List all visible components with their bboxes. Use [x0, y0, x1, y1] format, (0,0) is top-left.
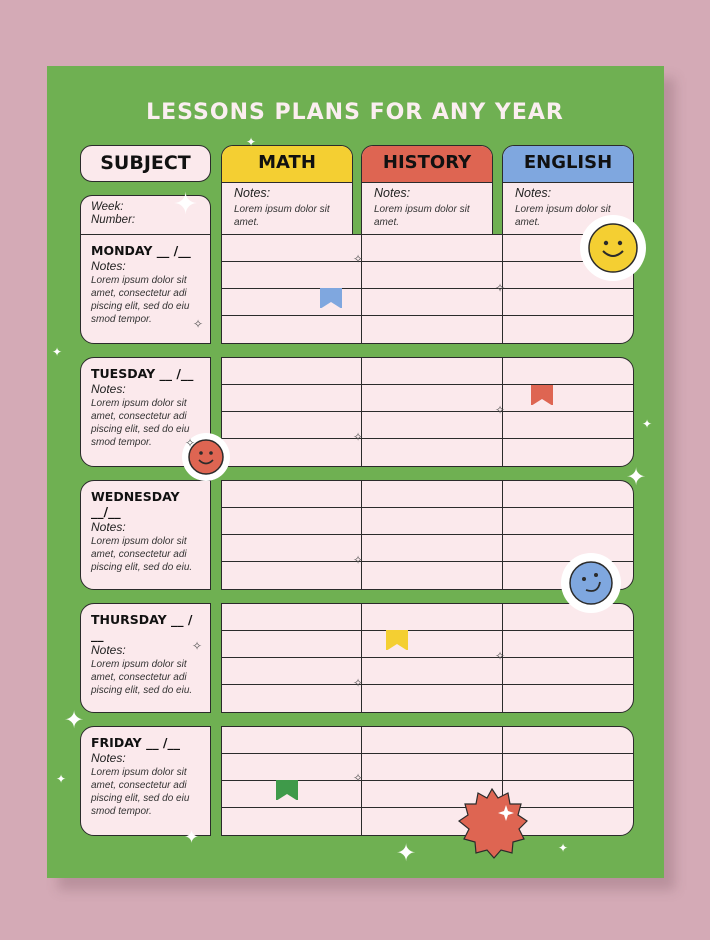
- sparkle-icon: ✦: [173, 188, 199, 221]
- sparkle-icon: ✧: [495, 281, 506, 295]
- page-title: LESSONS PLANS FOR ANY YEAR: [146, 100, 564, 125]
- ribbon-flag-icon: [276, 780, 298, 800]
- sparkle-icon: ✦: [642, 417, 653, 431]
- schedule-grid-thursday[interactable]: [221, 603, 634, 713]
- day-notes-text[interactable]: Lorem ipsum dolor sit amet, consectetur adi piscing elit, sed do eiu.: [91, 659, 193, 696]
- sparkle-icon: ✦: [52, 345, 63, 359]
- schedule-grid-monday[interactable]: [221, 234, 634, 344]
- day-name: THURSDAY __ / __: [91, 612, 193, 642]
- sun-badge-icon: [456, 787, 528, 859]
- subject-notes-label: Notes:: [515, 186, 552, 200]
- sparkle-icon: ✧: [353, 252, 364, 266]
- smiley-yellow-face: [585, 220, 641, 276]
- day-notes-label: Notes:: [91, 259, 126, 273]
- subject-column-math: [221, 145, 353, 235]
- subject-notes-label: Notes:: [234, 186, 271, 200]
- day-card-wednesday: [80, 480, 211, 590]
- day-notes-text[interactable]: Lorem ipsum dolor sit amet, consectetur adi piscing elit, sed do eiu.: [91, 536, 193, 573]
- subject-notes-label: Notes:: [374, 186, 411, 200]
- sparkle-icon: ✦: [246, 135, 257, 149]
- day-notes-text[interactable]: Lorem ipsum dolor sit amet, consectetur adi piscing elit, sed do eiu smod tempor.: [91, 275, 190, 325]
- subject-name: HISTORY: [362, 146, 492, 183]
- sparkle-icon: ✦: [396, 840, 417, 867]
- subject-notes-text[interactable]: Lorem ipsum dolor sit amet.: [374, 204, 470, 228]
- sparkle-icon: ✧: [353, 676, 364, 690]
- day-notes-label: Notes:: [91, 520, 126, 534]
- day-name: MONDAY __ /__: [91, 243, 191, 258]
- day-card-thursday: [80, 603, 211, 713]
- day-name: WEDNESDAY __/__: [91, 489, 180, 519]
- sparkle-icon: ✦: [184, 827, 200, 847]
- day-notes-label: Notes:: [91, 382, 126, 396]
- sparkle-icon: ✧: [353, 771, 364, 785]
- day-notes-text[interactable]: Lorem ipsum dolor sit amet, consectetur adi piscing elit, sed do eiu smod tempor.: [91, 398, 190, 448]
- week-label: Week:: [91, 201, 124, 213]
- day-notes-label: Notes:: [91, 643, 126, 657]
- ribbon-flag-icon: [386, 630, 408, 650]
- sparkle-icon: ✧: [192, 639, 203, 653]
- subject-name: ENGLISH: [503, 146, 633, 183]
- day-card-monday: [80, 234, 211, 344]
- sparkle-icon: ✧: [353, 553, 364, 567]
- day-notes-label: Notes:: [91, 751, 126, 765]
- sparkle-icon: ✧: [495, 403, 506, 417]
- day-notes-text[interactable]: Lorem ipsum dolor sit amet, consectetur adi piscing elit, sed do eiu smod tempor.: [91, 767, 190, 817]
- subject-column-history: [361, 145, 493, 235]
- sparkle-icon: ✦: [64, 707, 85, 734]
- number-label: Number:: [91, 214, 136, 226]
- ribbon-flag-icon: [531, 385, 553, 405]
- smiley-yellow-icon: [580, 215, 646, 281]
- subject-name: MATH: [222, 146, 352, 183]
- day-card-friday: [80, 726, 211, 836]
- ribbon-flag-icon: [320, 288, 342, 308]
- subject-header: SUBJECT: [80, 145, 211, 182]
- day-name: FRIDAY __ /__: [91, 735, 180, 750]
- smiley-blue-face: [566, 558, 616, 608]
- sparkle-icon: ✦: [56, 772, 67, 786]
- schedule-grid-tuesday[interactable]: [221, 357, 634, 467]
- sparkle-icon: ✧: [193, 317, 204, 331]
- sparkle-icon: ✧: [353, 430, 364, 444]
- day-name: TUESDAY __ /__: [91, 366, 194, 381]
- sparkle-icon: ✧: [495, 649, 506, 663]
- subject-notes-text[interactable]: Lorem ipsum dolor sit amet.: [234, 204, 330, 228]
- subject-notes-text[interactable]: Lorem ipsum dolor sit amet.: [515, 204, 611, 228]
- smiley-blue-icon: [561, 553, 621, 613]
- sparkle-icon: ✦: [558, 841, 569, 855]
- sparkle-icon: ✦: [626, 464, 647, 491]
- sparkle-icon: ✧: [185, 436, 196, 450]
